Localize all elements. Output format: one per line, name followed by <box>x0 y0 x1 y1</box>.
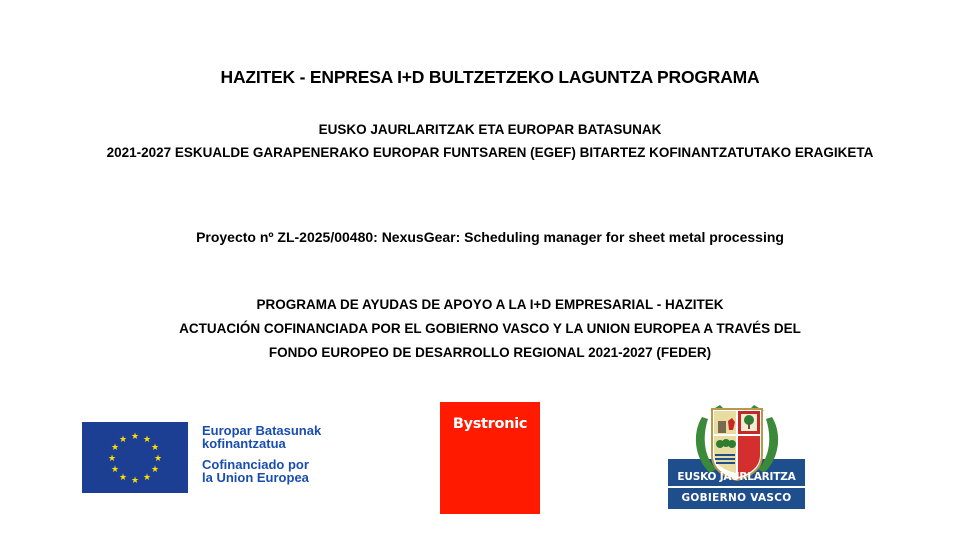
svg-text:★: ★ <box>150 442 160 452</box>
program-line-2: ACTUACIÓN COFINANCIADA POR EL GOBIERNO VASCO Y LA UNION EUROPEA A TRAVÉS DEL <box>179 321 801 336</box>
page-title: HAZITEK - ENPRESA I+D BULTZETZEKO LAGUNTZA PROGRAMA <box>220 67 760 87</box>
basque-government-line-1: EUSKO JAURLARITZA <box>677 471 796 483</box>
project-line: Proyecto nº ZL-2025/00480: NexusGear: Scheduling manager for sheet metal processing <box>196 229 784 245</box>
svg-text:★: ★ <box>142 472 152 482</box>
basque-government-logo <box>668 403 805 509</box>
svg-text:★: ★ <box>110 464 120 474</box>
eu-text-line-3: Cofinanciado por <box>202 457 309 472</box>
svg-text:★: ★ <box>118 434 128 444</box>
svg-text:★: ★ <box>130 475 140 485</box>
bystronic-logo <box>440 402 540 514</box>
program-line-1: PROGRAMA DE AYUDAS DE APOYO A LA I+D EMPRESARIAL - HAZITEK <box>256 297 724 312</box>
svg-text:★: ★ <box>110 442 120 452</box>
svg-text:★: ★ <box>153 453 163 463</box>
svg-text:★: ★ <box>118 472 128 482</box>
eu-logo-text <box>202 424 321 484</box>
bystronic-label: Bystronic <box>452 416 528 432</box>
basque-government-line-2: GOBIERNO VASCO <box>681 492 792 504</box>
band-divider <box>668 486 805 488</box>
svg-text:★: ★ <box>130 431 140 441</box>
eu-text-line-2: kofinantzatua <box>202 436 286 451</box>
program-line-3: FONDO EUROPEO DE DESARROLLO REGIONAL 2021-2027 (FEDER) <box>268 345 712 360</box>
eu-flag-icon <box>82 422 188 493</box>
subtitle-line-1: EUSKO JAURLARITZAK ETA EUROPAR BATASUNAK <box>318 122 662 137</box>
subtitle-line-2: 2021-2027 ESKUALDE GARAPENERAKO EUROPAR FUNTSAREN (EGEF) BITARTEZ KOFINANTZATUTAKO ERAGIKETA <box>106 145 874 160</box>
eu-text-line-1: Europar Batasunak <box>202 423 322 438</box>
svg-text:★: ★ <box>150 464 160 474</box>
eu-text-line-4: la Union Europea <box>202 470 309 485</box>
svg-text:★: ★ <box>142 434 152 444</box>
svg-text:★: ★ <box>107 453 117 463</box>
eu-cofinanced-logo <box>82 422 342 494</box>
